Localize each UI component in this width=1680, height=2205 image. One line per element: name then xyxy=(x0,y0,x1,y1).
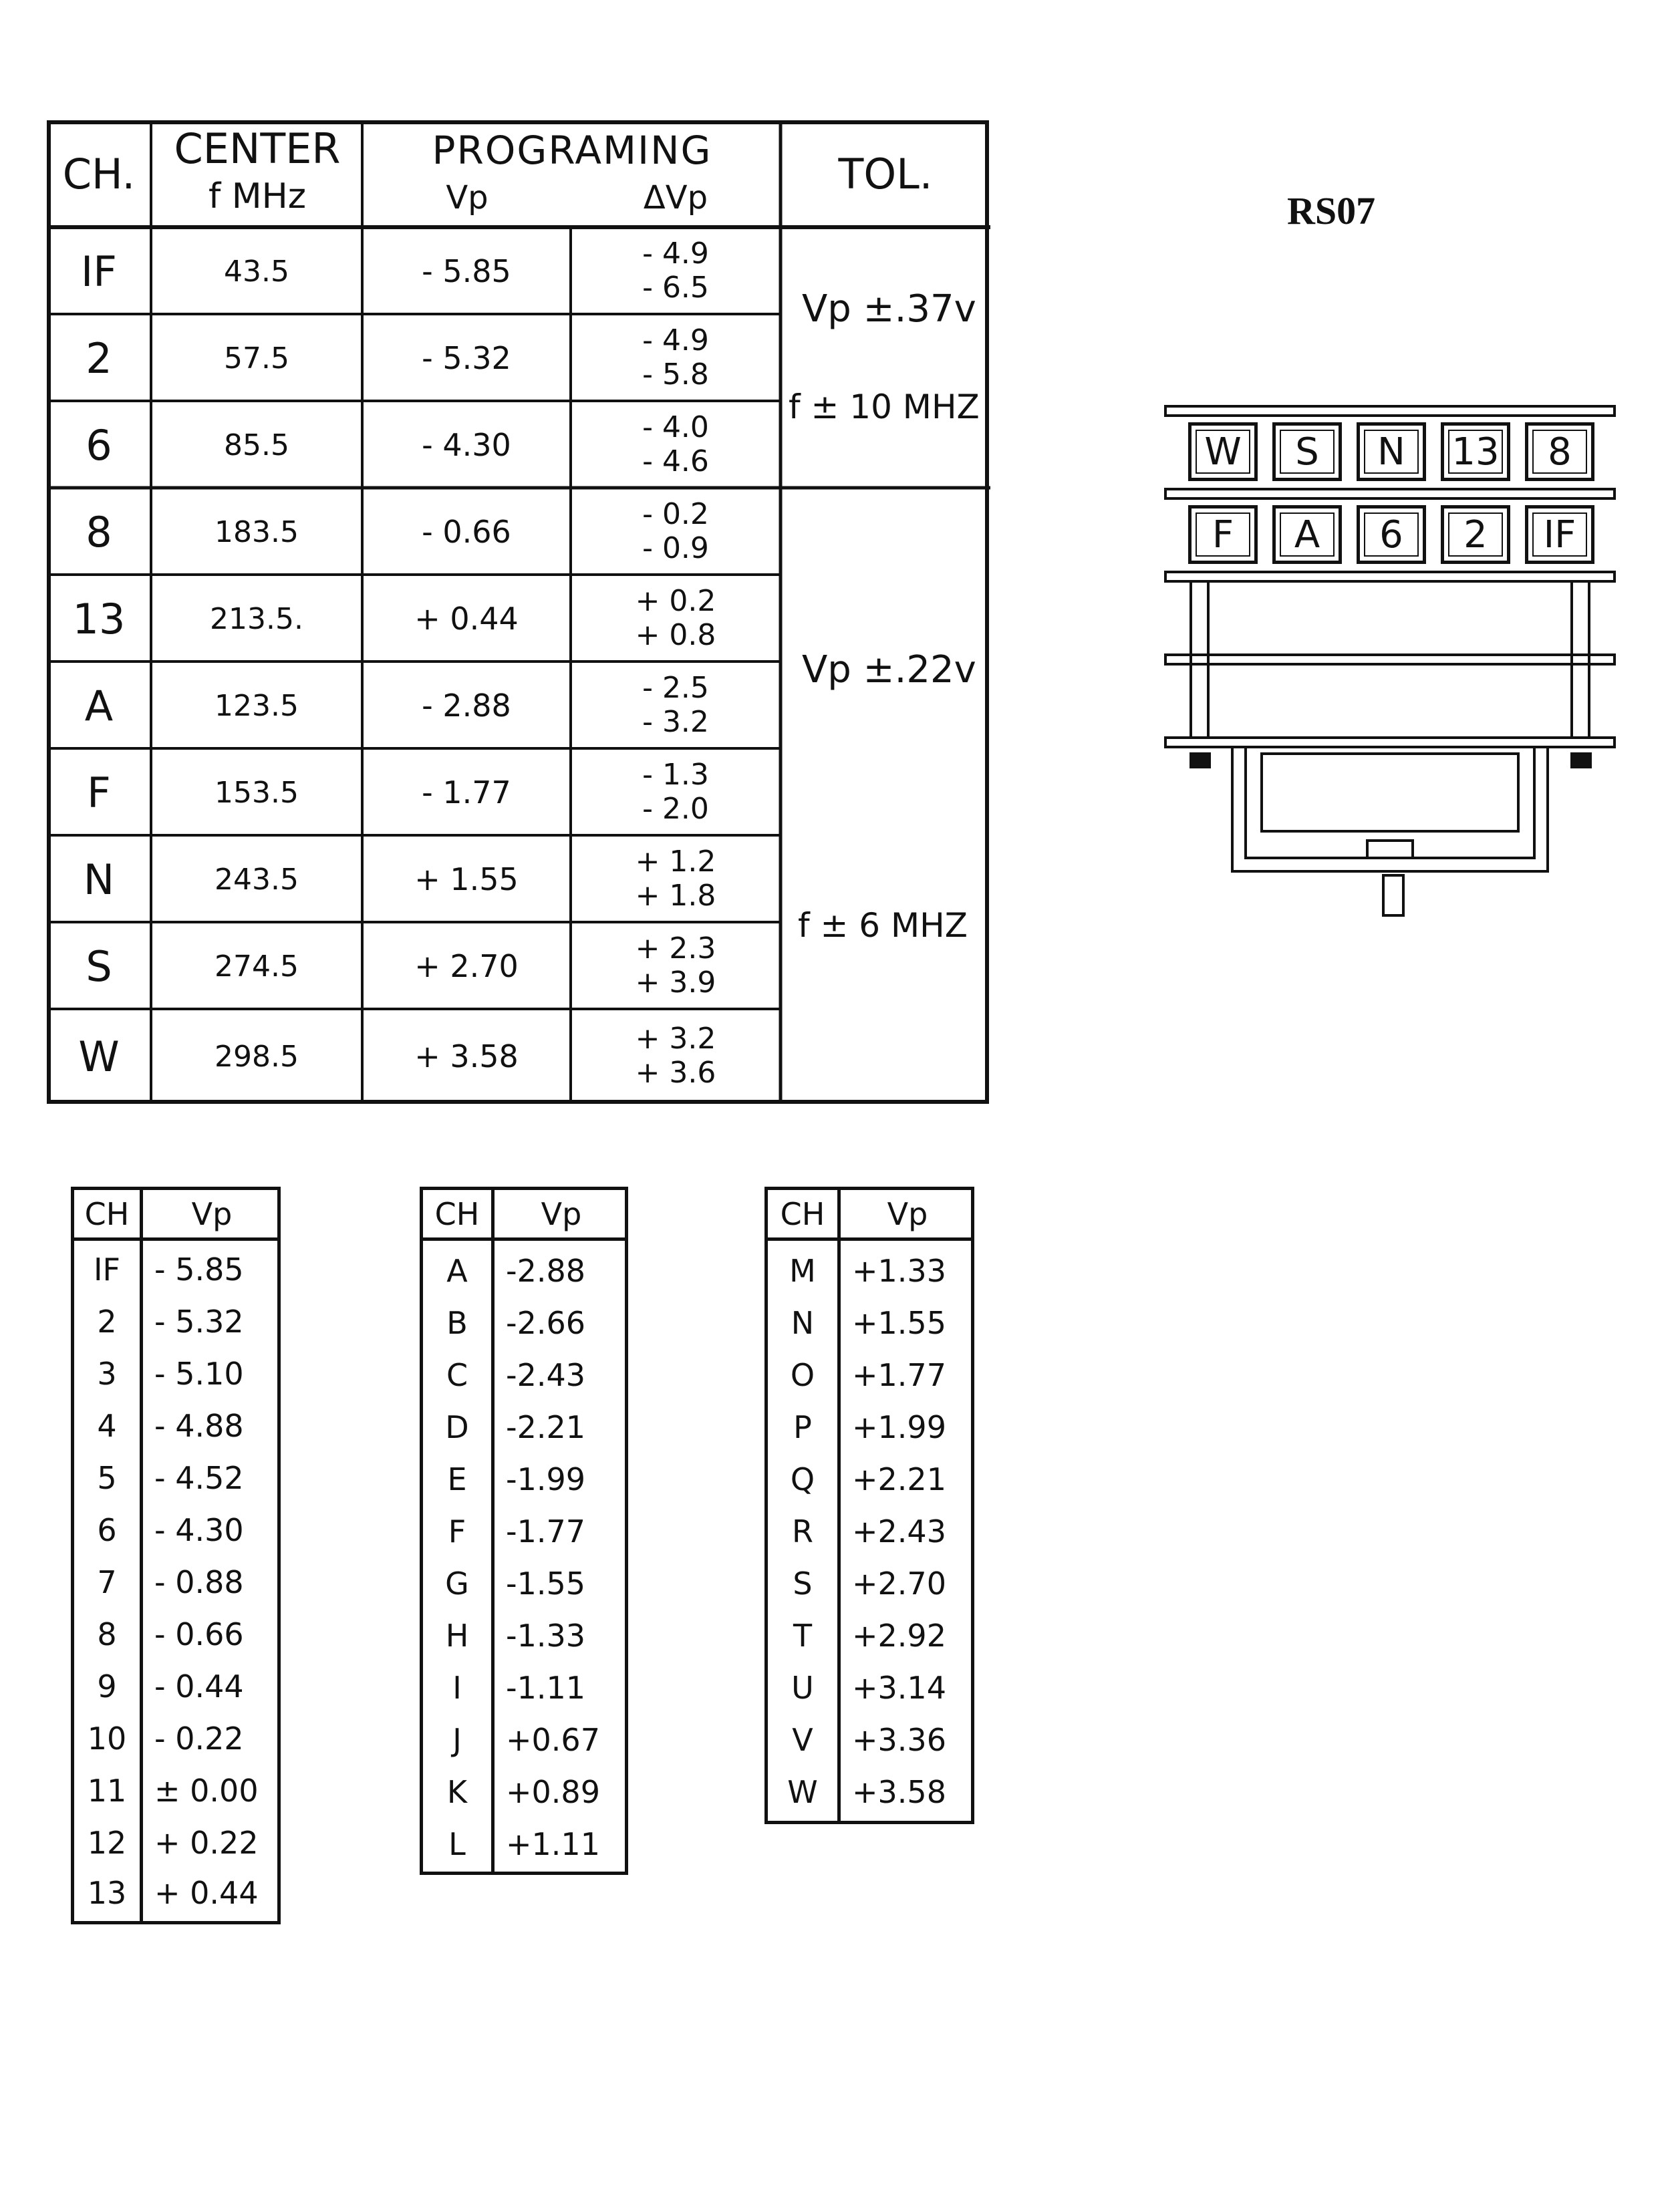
lookup-vp: +2.21 xyxy=(852,1461,946,1497)
row-vp: + 3.58 xyxy=(414,1038,519,1074)
selector-key: 8 xyxy=(1525,422,1594,481)
lookup-ch: S xyxy=(793,1566,813,1602)
selector-key: N xyxy=(1357,422,1426,481)
lookup-vp: - 5.85 xyxy=(154,1252,244,1288)
row-vp: + 0.44 xyxy=(414,601,519,637)
lookup-ch: H xyxy=(445,1618,469,1654)
row-channel: 13 xyxy=(72,594,126,643)
delta-vp-high: + 0.2 xyxy=(635,584,716,619)
list-item xyxy=(423,1766,625,1818)
list-item xyxy=(768,1297,971,1349)
lookup-ch: W xyxy=(787,1774,818,1810)
lookup-vp: - 0.22 xyxy=(154,1721,244,1757)
row-frequency: 243.5 xyxy=(215,862,299,897)
channel-programming-table xyxy=(47,120,990,1104)
selector-key: S xyxy=(1272,422,1342,481)
lookup-vp: +0.89 xyxy=(506,1774,600,1810)
lookup-vp: +2.92 xyxy=(852,1618,946,1654)
header-center-unit: f MHz xyxy=(208,176,307,216)
lookup-ch: 6 xyxy=(97,1512,117,1548)
lookup-header-vp: Vp xyxy=(191,1195,233,1232)
list-item xyxy=(423,1401,625,1453)
row-channel: A xyxy=(84,681,114,730)
list-item xyxy=(423,1297,625,1349)
lookup-ch: N xyxy=(791,1305,815,1341)
lookup-ch: V xyxy=(792,1722,813,1758)
row-delta-vp xyxy=(571,750,781,835)
row-channel: 6 xyxy=(86,420,112,470)
lookup-ch: E xyxy=(447,1461,467,1497)
list-item xyxy=(768,1766,971,1818)
list-item xyxy=(768,1610,971,1662)
row-delta-vp xyxy=(571,315,781,401)
delta-vp-low: - 5.8 xyxy=(642,357,709,392)
lookup-vp: -1.55 xyxy=(506,1566,586,1602)
row-delta-vp xyxy=(571,402,781,488)
lookup-header xyxy=(423,1190,625,1241)
selector-key: 13 xyxy=(1441,422,1510,481)
list-item xyxy=(423,1558,625,1610)
lookup-ch: Q xyxy=(790,1461,815,1497)
list-item xyxy=(74,1660,277,1713)
list-item xyxy=(768,1349,971,1401)
lookup-ch: 8 xyxy=(97,1616,117,1652)
list-item xyxy=(74,1400,277,1452)
lookup-table-m-w xyxy=(764,1187,974,1824)
list-item xyxy=(74,1817,277,1869)
list-item xyxy=(768,1453,971,1505)
list-item xyxy=(74,1713,277,1765)
row-vp: - 5.85 xyxy=(422,253,511,289)
table-row xyxy=(47,663,781,748)
lookup-header-ch: CH xyxy=(84,1195,130,1232)
table-row xyxy=(47,923,781,1009)
delta-vp-high: - 2.5 xyxy=(642,671,709,706)
lookup-vp: +1.55 xyxy=(852,1305,946,1341)
lookup-vp: +0.67 xyxy=(506,1722,600,1758)
list-item xyxy=(423,1818,625,1870)
lookup-vp: -2.88 xyxy=(506,1253,586,1289)
row-frequency: 213.5. xyxy=(210,601,303,636)
list-item xyxy=(74,1452,277,1504)
lookup-table-numeric xyxy=(71,1187,281,1924)
delta-vp-high: - 0.2 xyxy=(642,497,709,532)
selector-key: 6 xyxy=(1357,505,1426,564)
tolerance-group2-f: f ± 6 MHZ xyxy=(798,906,968,945)
delta-vp-high: - 4.9 xyxy=(642,237,709,271)
row-frequency: 298.5 xyxy=(215,1039,299,1074)
header-programing: PROGRAMING xyxy=(432,128,712,173)
row-frequency: 183.5 xyxy=(215,514,299,549)
selector-key: F xyxy=(1188,505,1258,564)
row-frequency: 85.5 xyxy=(224,428,289,462)
list-item xyxy=(423,1714,625,1766)
lookup-ch: B xyxy=(446,1305,468,1341)
delta-vp-high: + 1.2 xyxy=(635,845,716,879)
delta-vp-low: - 0.9 xyxy=(642,531,709,565)
row-frequency: 123.5 xyxy=(215,688,299,723)
lookup-ch: G xyxy=(445,1566,469,1602)
list-item xyxy=(768,1558,971,1610)
delta-vp-high: - 4.0 xyxy=(642,410,709,445)
lookup-vp: +3.58 xyxy=(852,1774,946,1810)
lookup-ch: 12 xyxy=(87,1825,127,1861)
list-item xyxy=(423,1610,625,1662)
lookup-header-ch: CH xyxy=(780,1195,825,1232)
lookup-vp: -1.99 xyxy=(506,1461,586,1497)
delta-vp-low: - 4.6 xyxy=(642,444,709,478)
list-item xyxy=(423,1245,625,1297)
delta-vp-low: + 0.8 xyxy=(635,618,716,652)
row-channel: 8 xyxy=(86,507,112,557)
lookup-header xyxy=(74,1190,277,1241)
lookup-vp: -2.66 xyxy=(506,1305,586,1341)
row-delta-vp xyxy=(571,1010,781,1102)
lookup-vp: - 4.30 xyxy=(154,1512,244,1548)
lookup-ch: R xyxy=(792,1513,813,1550)
row-vp: - 1.77 xyxy=(422,774,511,811)
lookup-ch: U xyxy=(791,1670,814,1706)
table-row xyxy=(47,402,781,488)
row-channel: 2 xyxy=(86,333,112,383)
lookup-vp: - 0.66 xyxy=(154,1616,244,1652)
header-vp: Vp xyxy=(446,179,488,216)
lookup-ch: L xyxy=(448,1826,466,1862)
list-item xyxy=(768,1714,971,1766)
list-item xyxy=(74,1556,277,1608)
tolerance-group1-f: f ± 10 MHZ xyxy=(789,388,980,426)
lookup-ch: O xyxy=(790,1357,815,1393)
row-frequency: 43.5 xyxy=(224,254,289,289)
lookup-vp: - 0.88 xyxy=(154,1564,244,1600)
lookup-ch: T xyxy=(793,1618,813,1654)
table-row xyxy=(47,229,781,314)
tolerance-group2-vp: Vp ±.22v xyxy=(802,648,976,692)
delta-vp-high: + 2.3 xyxy=(635,931,716,966)
list-item xyxy=(423,1349,625,1401)
lookup-ch: M xyxy=(789,1253,816,1289)
list-item xyxy=(768,1662,971,1714)
selector-key: 2 xyxy=(1441,505,1510,564)
delta-vp-high: + 3.2 xyxy=(635,1022,716,1056)
lookup-ch: P xyxy=(793,1409,812,1445)
list-item xyxy=(423,1505,625,1558)
list-item xyxy=(768,1505,971,1558)
row-delta-vp xyxy=(571,489,781,575)
row-delta-vp xyxy=(571,663,781,748)
lookup-vp: - 5.32 xyxy=(154,1304,244,1340)
lookup-vp: +3.36 xyxy=(852,1722,946,1758)
table-row xyxy=(47,750,781,835)
row-channel: F xyxy=(87,768,111,817)
lookup-header-vp: Vp xyxy=(887,1195,928,1232)
tolerance-group1-vp: Vp ±.37v xyxy=(802,287,976,331)
lookup-ch: 10 xyxy=(87,1721,127,1757)
lookup-ch: IF xyxy=(93,1252,121,1288)
row-vp: - 4.30 xyxy=(422,427,511,463)
lookup-vp: - 4.88 xyxy=(154,1408,244,1444)
row-channel: N xyxy=(83,855,115,904)
list-item xyxy=(74,1243,277,1296)
delta-vp-low: - 6.5 xyxy=(642,271,709,305)
lookup-ch: 7 xyxy=(97,1564,117,1600)
lookup-vp: +3.14 xyxy=(852,1670,946,1706)
list-item xyxy=(74,1608,277,1660)
table-row xyxy=(47,1010,781,1102)
lookup-ch: 9 xyxy=(97,1668,117,1705)
table-row xyxy=(47,576,781,662)
row-channel: IF xyxy=(81,247,117,296)
delta-vp-low: + 3.6 xyxy=(635,1056,716,1090)
lookup-header-ch: CH xyxy=(434,1195,480,1232)
list-item xyxy=(423,1662,625,1714)
lookup-vp: +2.43 xyxy=(852,1513,946,1550)
lookup-vp: +1.33 xyxy=(852,1253,946,1289)
row-vp: - 2.88 xyxy=(422,688,511,724)
row-vp: - 0.66 xyxy=(422,514,511,550)
lookup-header-vp: Vp xyxy=(541,1195,582,1232)
delta-vp-low: + 1.8 xyxy=(635,879,716,913)
lookup-ch: C xyxy=(446,1357,468,1393)
channel-selector-diagram xyxy=(1163,394,1624,929)
lookup-vp: ± 0.00 xyxy=(154,1773,259,1809)
lookup-header xyxy=(768,1190,971,1241)
delta-vp-high: - 1.3 xyxy=(642,758,709,792)
list-item xyxy=(74,1296,277,1348)
row-delta-vp xyxy=(571,923,781,1009)
header-ch: CH. xyxy=(62,150,136,198)
list-item xyxy=(768,1245,971,1297)
lookup-vp: + 0.22 xyxy=(154,1825,259,1861)
list-item xyxy=(74,1348,277,1400)
list-item xyxy=(423,1453,625,1505)
lookup-ch: K xyxy=(446,1774,468,1810)
lookup-ch: 5 xyxy=(97,1460,117,1496)
list-item xyxy=(74,1504,277,1556)
lookup-ch: F xyxy=(448,1513,466,1550)
row-delta-vp xyxy=(571,837,781,922)
lookup-ch: 4 xyxy=(97,1408,117,1444)
header-center: CENTER xyxy=(174,124,341,173)
row-channel: W xyxy=(78,1032,120,1081)
header-tol: TOL. xyxy=(838,150,933,198)
document-code: RS07 xyxy=(1287,189,1376,233)
lookup-vp: +2.70 xyxy=(852,1566,946,1602)
lookup-vp: - 4.52 xyxy=(154,1460,244,1496)
table-row xyxy=(47,315,781,401)
lookup-vp: -1.11 xyxy=(506,1670,586,1706)
lookup-vp: -2.43 xyxy=(506,1357,586,1393)
lookup-ch: A xyxy=(446,1253,468,1289)
row-vp: + 2.70 xyxy=(414,948,519,984)
row-frequency: 153.5 xyxy=(215,775,299,810)
delta-vp-low: + 3.9 xyxy=(635,966,716,1000)
selector-key: IF xyxy=(1525,505,1594,564)
row-frequency: 57.5 xyxy=(224,341,289,376)
lookup-vp: + 0.44 xyxy=(154,1875,259,1911)
list-item xyxy=(768,1401,971,1453)
lookup-ch: 2 xyxy=(97,1304,117,1340)
lookup-table-a-l xyxy=(420,1187,628,1875)
delta-vp-high: - 4.9 xyxy=(642,323,709,358)
table-row xyxy=(47,489,781,575)
selector-key: A xyxy=(1272,505,1342,564)
lookup-ch: I xyxy=(452,1670,462,1706)
lookup-ch: 11 xyxy=(87,1773,127,1809)
table-row xyxy=(47,837,781,922)
lookup-vp: - 0.44 xyxy=(154,1668,244,1705)
delta-vp-low: - 2.0 xyxy=(642,792,709,826)
list-item xyxy=(74,1765,277,1817)
row-frequency: 274.5 xyxy=(215,949,299,984)
row-vp: + 1.55 xyxy=(414,861,519,897)
lookup-vp: +1.99 xyxy=(852,1409,946,1445)
row-delta-vp xyxy=(571,229,781,314)
list-item xyxy=(74,1869,277,1917)
lookup-vp: +1.11 xyxy=(506,1826,600,1862)
lookup-vp: -2.21 xyxy=(506,1409,586,1445)
selector-key: W xyxy=(1188,422,1258,481)
row-vp: - 5.32 xyxy=(422,340,511,376)
header-delta-vp: ΔVp xyxy=(643,179,708,216)
lookup-vp: -1.77 xyxy=(506,1513,586,1550)
lookup-ch: 13 xyxy=(87,1875,127,1911)
row-delta-vp xyxy=(571,576,781,662)
lookup-ch: D xyxy=(445,1409,469,1445)
row-channel: S xyxy=(86,941,112,991)
lookup-vp: +1.77 xyxy=(852,1357,946,1393)
lookup-vp: - 5.10 xyxy=(154,1356,244,1392)
lookup-ch: J xyxy=(452,1722,462,1758)
lookup-vp: -1.33 xyxy=(506,1618,586,1654)
lookup-ch: 3 xyxy=(97,1356,117,1392)
delta-vp-low: - 3.2 xyxy=(642,705,709,739)
